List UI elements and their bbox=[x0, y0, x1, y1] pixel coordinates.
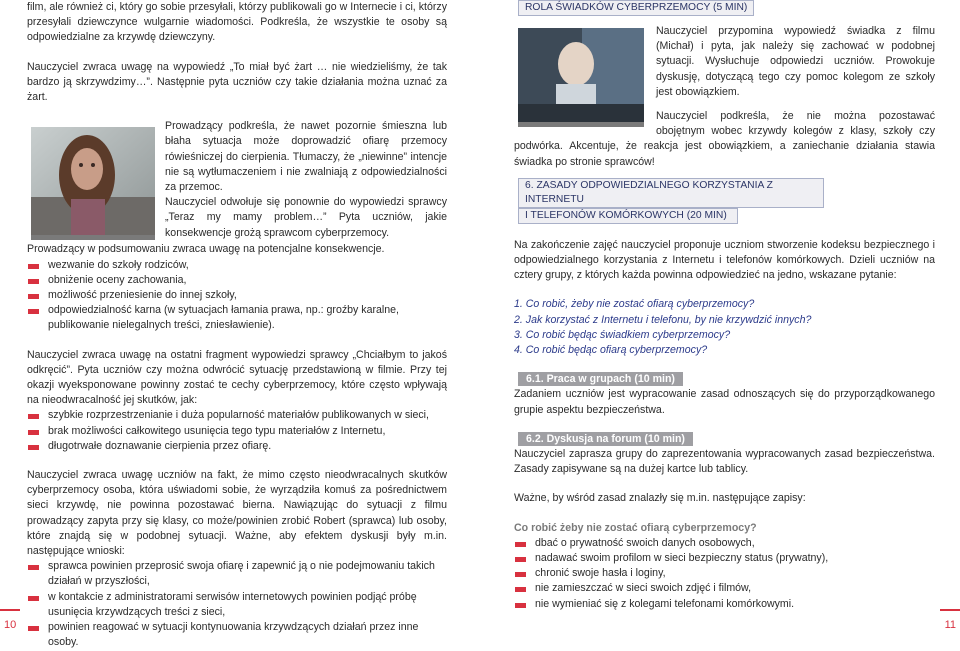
list-item: w kontakcie z administratorami serwisów internetowych powinien podjąć próbę usunięcia krzywdzących treści z sieci, bbox=[27, 590, 447, 620]
important-rules-paragraph: Ważne, by wśród zasad znalazły się m.in. następujące zapisy: bbox=[514, 492, 806, 505]
code-proposal-paragraph: Na zakończenie zajęć nauczyciel proponuje uczniom stworzenie kodeksu bezpiecznego i odpowiedzialnego korzystania z Internetu i telefonów komórkowych. Dzieli uczniów na cztery grupy, z których każda powinna odpowiedzieć na jedno, wskazane pytanie: bbox=[514, 238, 935, 282]
list-item: możliwość przeniesienie do innej szkoły, bbox=[27, 288, 447, 303]
list-item: powinien reagować w sytuacji kontynuowania krzywdzących działań przez inne osoby. bbox=[27, 620, 447, 650]
page-number-right: 11 bbox=[944, 619, 956, 631]
list-item: odpowiedzialność karna (w sytuacjach łamania prawa, np.: groźby karalne, publikowanie nielegalnych treści, zniesławienie). bbox=[27, 303, 447, 333]
section-5-header: ROLA ŚWIADKÓW CYBERPRZEMOCY (5 MIN) bbox=[518, 0, 754, 16]
group-work-paragraph: Zadaniem uczniów jest wypracowanie zasad odnoszących się do przyporządkowanego grupie aspektu bezpieczeństwa. bbox=[514, 388, 935, 416]
list-item: długotrwałe doznawanie cierpienia przez ofiarę. bbox=[27, 439, 447, 454]
consequences-question-paragraph: Nauczyciel odwołuje się ponownie do wypowiedzi sprawcy „Teraz my mamy problem…” Pyta uczniów, jakie konsekwencje grożą sprawcom cyberprzemocy. bbox=[165, 196, 447, 239]
forum-paragraph: Nauczyciel zaprasza grupy do zaprezentowania wypracowanych zasad bezpieczeństwa. Zasady zapisywane są na dużej kartce lub tablicy. bbox=[514, 448, 935, 476]
rules-question: Co robić żeby nie zostać ofiarą cyberprzemocy? bbox=[514, 521, 757, 534]
page-edge-mark-left bbox=[0, 609, 20, 611]
page-number-left: 10 bbox=[4, 619, 17, 631]
list-item: szybkie rozprzestrzenianie i duża popularność materiałów publikowanych w sieci, bbox=[27, 408, 447, 423]
list-item: brak możliwości całkowitego usunięcia tego typu materiałów z Internetu, bbox=[27, 424, 447, 439]
section-6-header-line2-box bbox=[518, 208, 738, 224]
list-item: 3. Co robić będąc świadkiem cyberprzemocy? bbox=[514, 328, 731, 341]
section-6-header bbox=[518, 178, 824, 208]
list-item: sprawca powinien przeprosić swoja ofiarę i zapewnić ją o nie podejmowaniu takich działań w przyszłości, bbox=[27, 559, 447, 589]
rules-list bbox=[514, 536, 935, 612]
list-item: nie wymieniać się z kolegami telefonami komórkowymi. bbox=[514, 597, 935, 612]
list-item: 1. Co robić, żeby nie zostać ofiarą cyberprzemocy? bbox=[514, 298, 755, 311]
list-item: wezwanie do szkoły rodziców, bbox=[27, 258, 447, 273]
film-still-boy-image bbox=[518, 28, 644, 127]
subsection-6-2-header: 6.2. Dyskusja na forum (10 min) bbox=[518, 432, 693, 446]
witness-paragraph: Nauczyciel przypomina wypowiedź świadka z filmu (Michał) i pyta, jak należy się zachować w podobnej sytuacji. Wysłuchuje odpowiedzi uczniów. Prowokuje dyskusję, dotyczącą tego czy pomoc kolegom ze szkoły jest obowiązkiem. bbox=[656, 25, 935, 98]
intro-paragraph: film, ale również ci, który go sobie przesyłali, którzy publikowali go w Internecie i ci, którzy przesyłali dziewczynce wulgarnie wiadomości. Podkreśla, że wszystkie te osoby są odpowiedzialne za krzywdę dziewczyny. bbox=[27, 1, 447, 44]
list-item: dbać o prywatność swoich danych osobowych, bbox=[514, 536, 935, 551]
duty-paragraph: Nauczyciel podkreśla, że nie można pozostawać obojętnym wobec krzywdy kolegów z klasy, szkoły czy podwórka. Akcentuje, że reakcja jest obowiązkiem, a zaniechanie działania stawia świadka po stronie sprawców! bbox=[514, 110, 935, 168]
joke-quote-paragraph: Nauczyciel zwraca uwagę na wypowiedź „To miał być żart … nie wiedzieliśmy, że tak bardzo ją skrzywdzimy…”. Następnie pyta uczniów czy takie działania można uznać za żart. bbox=[27, 60, 447, 104]
list-item: 2. Jak korzystać z Internetu i telefonu, by nie krzywdzić innych? bbox=[514, 313, 812, 326]
group-questions-list bbox=[514, 297, 935, 358]
list-item: obniżenie oceny zachowania, bbox=[27, 273, 447, 288]
subsection-6-1-header: 6.1. Praca w grupach (10 min) bbox=[518, 372, 683, 386]
page-edge-mark-right bbox=[940, 609, 960, 611]
summary-paragraph: Prowadzący w podsumowaniu zwraca uwagę na potencjalne konsekwencje. bbox=[27, 243, 385, 256]
list-item: 4. Co robić będąc ofiarą cyberprzemocy? bbox=[514, 344, 708, 357]
consequences-list bbox=[27, 258, 447, 334]
trivial-situation-paragraph: Prowadzący podkreśla, że nawet pozornie śmieszna lub błaha sytuacja może doprowadzić ofiarę przemocy rówieśniczej do cierpienia. Tłumaczy, że „niewinne” intencje nie są wytłumaczeniem i nie zwalniają z odpowiedzialności za przemoc. bbox=[165, 120, 447, 194]
reversibility-paragraph: Nauczyciel zwraca uwagę na ostatni fragment wypowiedzi sprawcy „Chciałbym to jakoś odkręcić”. Pyta uczniów czy można odwrócić sytuację przedstawioną w filmie. Przy tej okazji wyeksponowane powinny zostać te cechy cyberprzemocy, które często wpływają na nieodwracalność jej skutków, jak: bbox=[27, 348, 447, 407]
not-passive-paragraph: Nauczyciel zwraca uwagę uczniów na fakt, że mimo często nieodwracalnych skutków cyberprzemocy osoba, która uświadomi sobie, że wyrządziła komuś za pośrednictwem sieci krzywdę, nie powinna pozostawać bierna. Nawiązując do sytuacji z filmu prowadzący zapyta przy się klasy, co może/powinien zrobić Robert (sprawca) lub osoby, które znajdą się w podobnej sytuacji. Ważne, aby efektem dyskusji były m.in. następujące wnioski: bbox=[27, 469, 447, 558]
section-6-header-line2: I TELEFONÓW KOMÓRKOWYCH (20 MIN) bbox=[525, 209, 727, 221]
conclusions-list bbox=[27, 559, 447, 650]
film-still-girl-image bbox=[31, 127, 155, 240]
features-list bbox=[27, 408, 447, 454]
list-item: nie zamieszczać w sieci swoich zdjęć i filmów, bbox=[514, 581, 935, 596]
list-item: chronić swoje hasła i loginy, bbox=[514, 566, 935, 581]
section-6-header-line1: 6. ZASADY ODPOWIEDZIALNEGO KORZYSTANIA Z INTERNETU bbox=[525, 179, 773, 205]
left-page bbox=[27, 0, 447, 651]
list-item: nadawać swoim profilom w sieci bezpieczny status (prywatny), bbox=[514, 551, 935, 566]
right-page bbox=[514, 0, 935, 612]
